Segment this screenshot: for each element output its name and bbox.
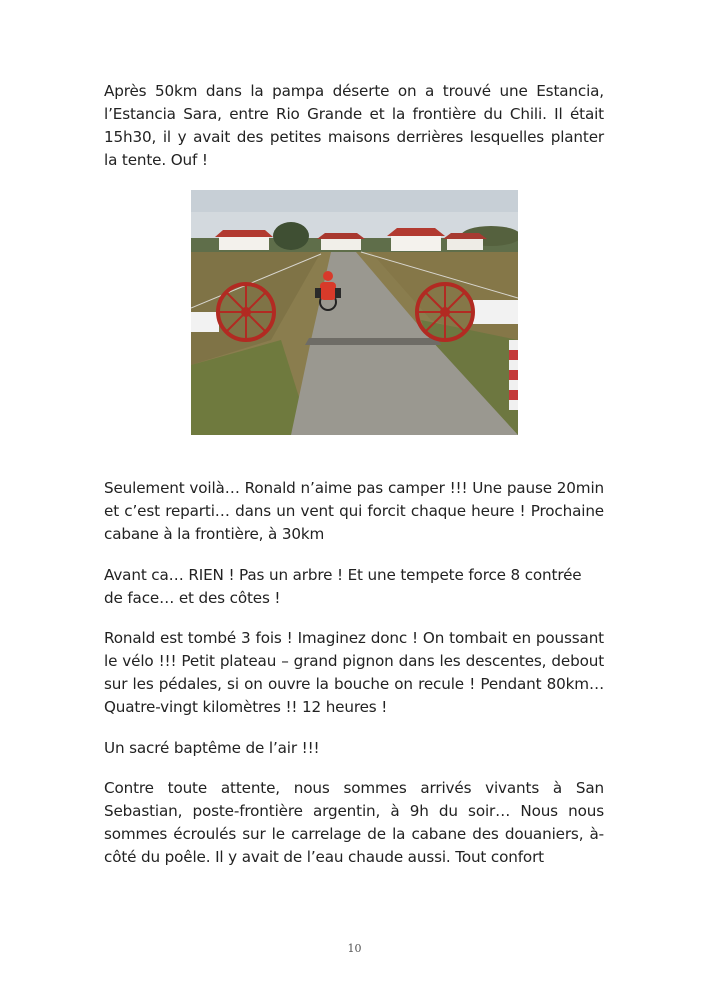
paragraph-bapteme: Un sacré baptême de l’air !!! [104, 739, 320, 757]
photo-illustration [191, 190, 518, 435]
right-wagon-wheel [417, 284, 473, 340]
paragraph-rien: Avant ca… RIEN ! Pas un arbre ! Et une tempete force 8 contrée de face… et des côtes ! [104, 566, 582, 607]
paragraph-san-sebastian: Contre toute attente, nous sommes arrivés vivants à San Sebastian, poste-frontière argentin, à 9h du soir… Nous nous sommes écroulés sur le carrelage de la cabane des douaniers, à-côté du poêle. Il y avait de l’eau chaude aussi. Tout confort [104, 779, 604, 866]
paragraph-estancia: Après 50km dans la pampa déserte on a trouvé une Estancia, l’Estancia Sara, entre Rio Grande et la frontière du Chili. Il était 15h30, il y avait des petites maisons derrières lesquelles planter la tente. Ouf ! [104, 82, 604, 169]
paragraph-ronald-camping: Seulement voilà… Ronald n’aime pas camper !!! Une pause 20min et c’est reparti… dans un vent qui forcit chaque heure ! Prochaine cabane à la frontière, à 30km [104, 479, 604, 543]
photo-cyclist-estancia-road [191, 190, 518, 435]
left-wagon-wheel [218, 284, 274, 340]
page-number: 10 [347, 942, 362, 955]
paragraph-ronald-falls: Ronald est tombé 3 fois ! Imaginez donc ! On tombait en poussant le vélo !!! Petit plateau – grand pignon dans les descentes, debout sur les pédales, si on ouvre la bouche on recule ! Pendant 80km… Quatre-vingt kilomètres !! 12 heures ! [104, 629, 604, 716]
